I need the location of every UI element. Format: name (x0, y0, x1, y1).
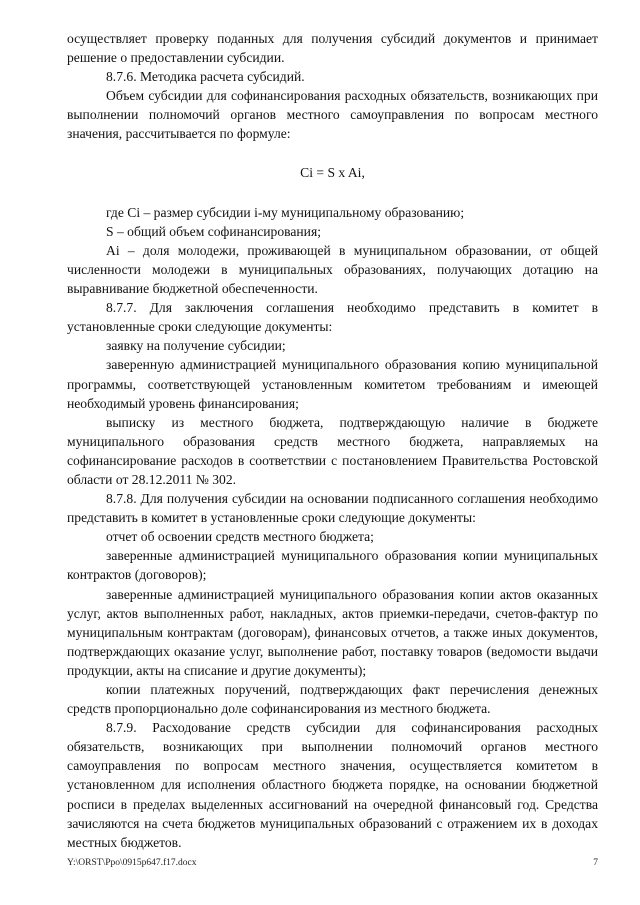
paragraph: осуществляет проверку поданных для получения субсидий документов и принимает решение о предоставлении субсидии. (67, 31, 598, 66)
section-8-7-8: 8.7.8. Для получения субсидии на основании подписанного соглашения необходимо представить в комитет в установленные сроки следующие документы: (67, 491, 598, 526)
file-path: Y:\ORST\Ppo\0915p647.f17.docx (67, 858, 197, 868)
list-item: отчет об освоении средств местного бюджета; (106, 529, 374, 545)
page-footer (67, 858, 598, 868)
list-item: выписку из местного бюджета, подтверждающую наличие в бюджете муниципального образования средств местного бюджета, направляемых на софинансирование расходов в соответствии с постановлением Правительства Ростовской области от 28.12.2011 № 302. (67, 414, 598, 487)
paragraph: Ai – доля молодежи, проживающей в муниципальном образовании, от общей численности молодежи в муниципальных образованиях, получающих дотацию на выравнивание бюджетной обеспеченности. (67, 242, 598, 297)
paragraph: S – общий объем софинансирования; (106, 223, 321, 239)
list-item: копии платежных поручений, подтверждающих факт перечисления денежных средств пропорционально доле софинансирования из местного бюджета. (67, 682, 598, 717)
page-number: 7 (593, 858, 598, 868)
section-8-7-7: 8.7.7. Для заключения соглашения необходимо представить в комитет в установленные сроки следующие документы: (67, 300, 598, 335)
formula: Ci = S x Ai, (300, 164, 365, 180)
list-item: заявку на получение субсидии; (106, 338, 286, 354)
section-heading-8-7-6: 8.7.6. Методика расчета субсидий. (106, 69, 305, 85)
document-page (67, 29, 598, 852)
list-item: заверенные администрацией муниципального образования копии актов оказанных услуг, актов выполненных работ, накладных, актов приемки-передачи, счетов-фактур по муниципальным контрактам (договорам), финансовых отчетов, а также иных документов, подтверждающих оказание услуг, выполнение работ, поставку товаров (ведомости выдачи продукции, акты на списание и другие документы); (67, 586, 598, 678)
paragraph: Объем субсидии для софинансирования расходных обязательств, возникающих при выполнении полномочий органов местного самоуправления по вопросам местного значения, рассчитывается по формуле: (67, 88, 598, 142)
list-item: заверенную администрацией муниципального образования копию муниципальной программы, соответствующей установленным комитетом требованиям и имеющей необходимый уровень финансирования; (67, 357, 598, 411)
list-item: заверенные администрацией муниципального образования копии муниципальных контрактов (договоров); (67, 548, 598, 583)
paragraph: где Ci – размер субсидии i-му муниципальному образованию; (106, 204, 465, 220)
section-8-7-9: 8.7.9. Расходование средств субсидии для софинансирования расходных обязательств, возникающих при выполнении полномочий органов местного самоуправления по вопросам местного значения, осуществляется комитетом в установленном для исполнения областного бюджета порядке, на основании бюджетной росписи в пределах выделенных ассигнований на очередной финансовый год. Средства зачисляются на счета бюджетов муниципальных образований с отражением их в доходах местных бюджетов. (67, 720, 598, 850)
